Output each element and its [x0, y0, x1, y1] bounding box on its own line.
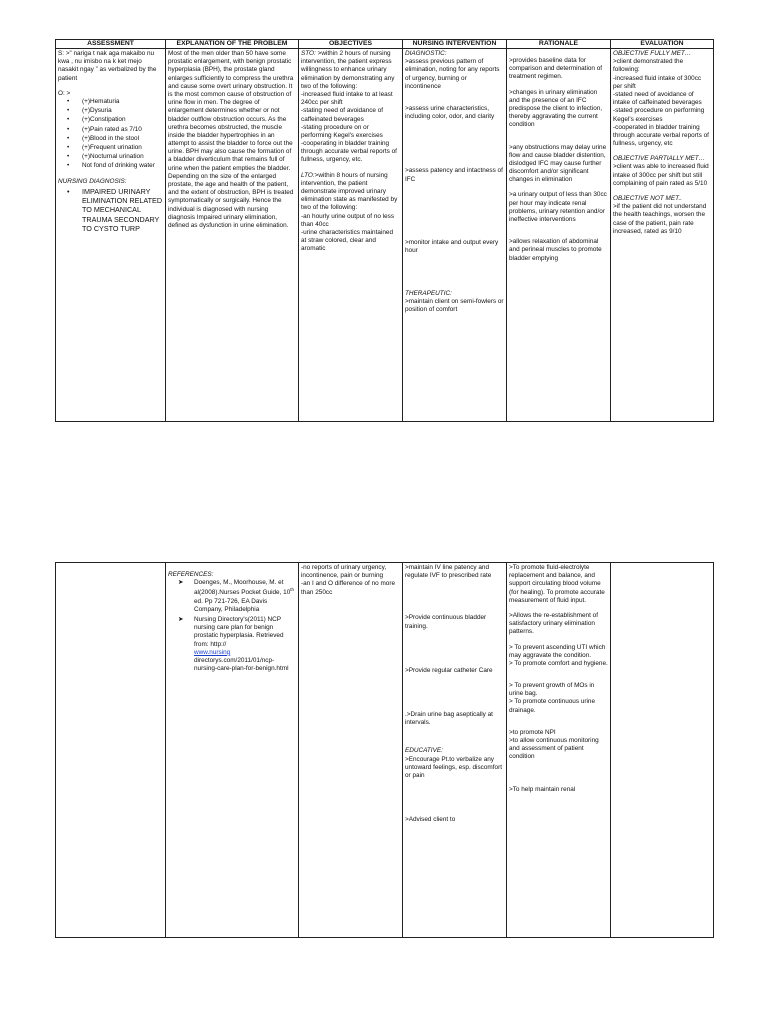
references-list: [168, 579, 296, 673]
intervention-item: >Advised client to: [405, 816, 456, 824]
partially-met-label: OBJECTIVE PARTIALLY MET…: [613, 155, 706, 163]
assessment-cell-continued: [56, 563, 166, 938]
lto-item: -urine characteristics maintained at straw colored, clear and aromatic: [301, 228, 393, 253]
list-item: • (+)Hematuria: [58, 98, 163, 106]
header-rationale: RATIONALE: [507, 40, 611, 49]
educative-label: EDUCATIVE:: [405, 747, 443, 755]
nursing-diagnosis: • IMPAIRED URINARY ELIMINATION RELATED TO MECHANICAL TRAUMA SECONDARY TO CYSTO TURP: [58, 187, 163, 234]
intervention-item: >Provide regular catheter Care: [405, 666, 493, 674]
rationale-cell-continued: [507, 563, 611, 938]
sto-item: -cooperating in bladder training through accurate verbal reports of fullness, urgency, etc.: [301, 140, 397, 164]
rationale-item: >changes in urinary elimination and the presence of an IFC predispose the client to infection, thereby aggravating the current condition: [509, 88, 603, 129]
fully-met-intro: >client demonstrated the following:: [613, 58, 684, 74]
intervention-item: >Provide continuous bladder training.: [405, 614, 487, 630]
explanation-text: Most of the men older than 50 have some prostatic enlargement, with benign prostatic hyperplasia (BPH), the prostate gland enlarges sufficiently to compress the urethra and cause some overt urinary obstruction. It is the most common cause of obstruction of urine flow in men. The degree of enlargement determines whether or not bladder outflow obstruction occurs. As the urethra becomes obstructed, the muscle inside the bladder hypertrophies in an attempt to assist the bladder to force out the urine. BPH may also cause the formation of a bladder diverticulum that remains full of urine when the patient empties the bladder. Depending on the size of the enlarged prostate, the age and health of the patient, and the extent of obstruction, BPH is treated symptomatically or surgically. Hence the individual is diagnosed with nursing diagnosis Impaired urinary elimination, defined as dysfunction in urine elimination.: [168, 50, 294, 229]
rationale-item: > To prevent ascending UTI which may aggravate the condition.: [509, 643, 606, 659]
objective-list: [58, 98, 163, 171]
sto-item: -stating need of avoidance of caffeinated beverages: [301, 107, 384, 123]
rationale-item: >to allow continuous monitoring and assessment of patient condition: [509, 737, 599, 761]
rationale-item: >To help maintain renal: [509, 785, 576, 793]
lto-item: -an hourly urine output of no less than 40cc: [301, 212, 395, 228]
nursing-diagnosis-label: NURSING DIAGNOSIS:: [58, 178, 127, 186]
fully-met-label: OBJECTIVE FULLY MET…: [613, 50, 692, 57]
diagnosis-list: [58, 187, 163, 234]
rationale-cell: [507, 49, 611, 422]
objective-label: O: >: [58, 89, 71, 97]
evaluation-cell: [611, 49, 714, 422]
rationale-item: >allows relaxation of abdominal and perineal muscles to promote bladder emptying: [509, 238, 602, 262]
rationale-item: >any obstructions may delay urine flow and cause bladder distention, dislodged IFC may cause further discomfort and/or significant changes in elimination: [509, 143, 607, 184]
lto-text: >within 8 hours of nursing intervention, the patient demonstrate improved urinary elimination state as manifested by two of the following:: [301, 171, 398, 212]
objectives-cell-continued: [299, 563, 403, 938]
list-item: • Not fond of drinking water: [58, 162, 163, 170]
rationale-item: >provides baseline data for comparison and determination of treatment regimen.: [509, 57, 603, 81]
intervention-item: >maintain client on semi-fowlers or position of comfort: [405, 298, 504, 314]
rationale-item: > To prevent growth of MOs in urine bag.: [509, 682, 595, 698]
evaluation-item: -increased fluid intake of 300cc per shift: [613, 74, 702, 90]
rationale-item: > To promote continuous urine drainage.: [509, 698, 596, 714]
intervention-item: >assess urine characteristics, including color, odor, and clarity: [405, 104, 495, 121]
header-row: [56, 40, 714, 49]
diagnostic-label: DIAGNOSTIC:: [405, 50, 447, 57]
objective-item: -an I and O difference of no more than 250cc: [301, 580, 396, 596]
rationale-item: >To promote fluid-electrolyte replacement and balance, and support circulating blood volume (for healing). To promote accurate measurement of fluid input.: [509, 564, 605, 604]
subjective-data: S: >” nariga t nak aga makaibo nu kwa , nu imisbo na k ket mejo nasakit ngay ” as verbalized by the patient: [58, 50, 157, 82]
assessment-cell: [56, 49, 166, 422]
header-evaluation: EVALUATION: [611, 40, 714, 49]
care-plan-table-page-1: [55, 39, 714, 422]
references-cell: [166, 563, 299, 938]
evaluation-cell-continued: [611, 563, 714, 938]
header-explanation: EXPLANATION OF THE PROBLEM: [166, 40, 299, 49]
intervention-item: >assess patency and intactness of IFC: [405, 167, 503, 183]
evaluation-item: -cooperated in bladder training through accurate verbal reports of fullness, urgency, etc: [613, 123, 709, 148]
therapeutic-label: THERAPEUTIC:: [405, 290, 452, 298]
intervention-item: >assess previous pattern of elimination, noting for any reports of urgency, burning or incontinence: [405, 58, 500, 90]
list-item: • (+)Dysuria: [58, 107, 163, 115]
intervention-cell-continued: [403, 563, 507, 938]
not-met-label: OBJECTIVE NOT MET..: [613, 195, 683, 202]
intervention-cell: [403, 49, 507, 422]
header-objectives: OBJECTIVES: [299, 40, 403, 49]
rationale-item: >to promote NPI: [509, 728, 556, 736]
sto-label: STO:: [301, 50, 316, 57]
header-nursing-intervention: NURSING INTERVENTION: [403, 40, 507, 49]
table-row: [56, 49, 714, 422]
list-item: • (+)Pain rated as 7/10: [58, 126, 163, 134]
intervention-item: .>Drain urine bag aseptically at intervals.: [405, 710, 493, 727]
list-item: • (+)Blood in the stool: [58, 135, 163, 143]
reference-item: ➤ Doenges, M., Moorhouse, M. et al(2008).Nurses Pocket Guide, 10th ed. Pp 721-726, EA Davis Company, Philadelphia: [168, 579, 296, 614]
partially-met-text: >client was able to increased fluid intake of 300cc per shift but still complaining of pain rated as 5/10: [613, 163, 709, 187]
lto-label: LTO:: [301, 171, 315, 179]
not-met-text: >if the patient did not understand the health teachings, worsen the case of the patient, pain rate increased, rated as 9/10: [613, 203, 707, 235]
sto-item: -stating procedure on or performing Kegel's exercises: [301, 123, 383, 139]
care-plan-table-page-2: [55, 562, 714, 938]
header-assessment: ASSESSMENT: [56, 40, 166, 49]
rationale-item: >a urinary output of less than 30cc per hour may indicate renal problems, urinary retention and/or ineffective interventions: [509, 191, 607, 223]
objectives-cell: [299, 49, 403, 422]
sto-item: -increased fluid intake to at least 240cc per shift: [301, 90, 393, 107]
evaluation-item: -stated procedure on performing Kegel's exercises: [613, 107, 705, 123]
intervention-item: >Encourage Pt.to verbalize any untoward feelings, esp. discomfort or pain: [405, 755, 502, 779]
table-row: [56, 563, 714, 938]
list-item: • (+)Nocturnal urination: [58, 153, 163, 161]
evaluation-item: -stated need of avoidance of intake of caffeinated beverages: [613, 90, 702, 107]
reference-link[interactable]: www.nursing: [194, 648, 231, 656]
list-item: • (+)Frequent urination: [58, 144, 163, 152]
explanation-cell: [166, 49, 299, 422]
list-item: • (+)Constipation: [58, 116, 163, 124]
references-label: REFERENCES:: [168, 571, 214, 578]
rationale-item: >Allows the re-establishment of satisfactory urinary elimination patterns.: [509, 611, 598, 636]
sto-text: >within 2 hours of nursing intervention, the patient express willingness to enhance urinary elimination by demonstrating any two of the following:: [301, 50, 395, 90]
objective-item: -no reports of urinary urgency, incontinence, pain or burning: [301, 564, 387, 580]
intervention-item: >maintain IV line patency and regulate IVF to prescribed rate: [405, 564, 492, 580]
rationale-item: > To promote comfort and hygiene.: [509, 659, 608, 667]
intervention-item: >monitor intake and output every hour: [405, 238, 499, 254]
reference-item: ➤ Nursing Directory's(2011) NCP nursing care plan for benign prostatic hyperplasia. Retrieved from: http:// www.nursing directorys.com/2011/01/ncp-nursing-care-plan-for-benign.html: [168, 616, 296, 673]
